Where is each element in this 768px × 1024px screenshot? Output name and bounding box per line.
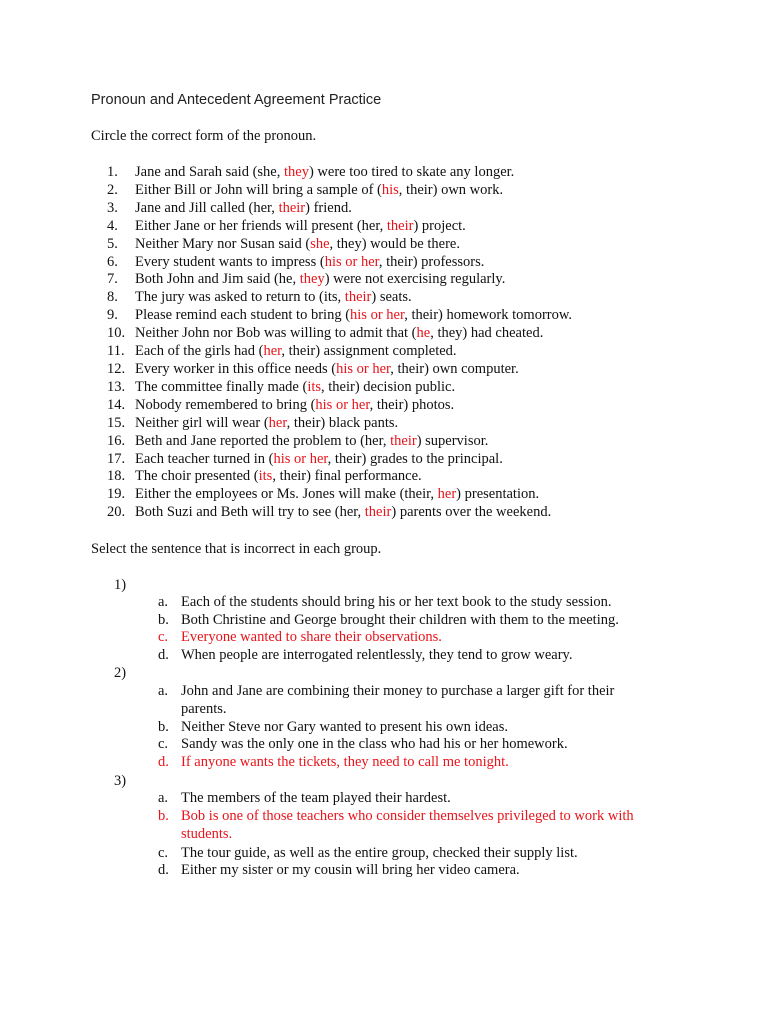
item-number: 15. [107, 414, 126, 431]
answer-highlight: her [437, 486, 457, 503]
sentence-option [158, 862, 651, 880]
option-letter: c. [158, 736, 169, 752]
sentence-option [158, 808, 651, 843]
item-text: Beth and Jane reported the problem to (her, [135, 432, 391, 449]
item-text: Both Suzi and Beth will try to see (her, [135, 504, 365, 521]
item-text: , their) assignment completed. [281, 343, 457, 360]
page-title: Pronoun and Antecedent Agreement Practice [91, 92, 382, 108]
answer-highlight: its [258, 468, 273, 485]
answer-highlight: their [386, 217, 414, 234]
sentence-option [158, 754, 651, 772]
option-letter: b. [158, 808, 169, 824]
item-text: Either Jane or her friends will present (her, [135, 217, 387, 234]
list-item [107, 451, 572, 469]
item-text: ) were not exercising regularly. [324, 271, 506, 288]
item-text: Each of the girls had ( [135, 343, 264, 360]
sentence-option [158, 736, 651, 754]
option-text: Both Christine and George brought their children with them to the meeting. [181, 612, 619, 628]
answer-highlight: his or her [315, 396, 370, 413]
group-number: 2) [114, 665, 127, 681]
item-text: , their) grades to the principal. [327, 450, 503, 467]
item-number: 4. [107, 217, 118, 234]
item-text: , they) had cheated. [430, 325, 544, 342]
item-text: ) seats. [371, 289, 412, 306]
item-text: , they) would be there. [329, 235, 460, 252]
item-text: Please remind each student to bring ( [135, 307, 351, 324]
option-letter: b. [158, 719, 169, 735]
item-text: Neither Mary nor Susan said ( [135, 235, 311, 252]
item-number: 12. [107, 360, 126, 377]
item-number: 13. [107, 378, 126, 395]
item-text: Each teacher turned in ( [135, 450, 274, 467]
option-text: Neither Steve nor Gary wanted to present his own ideas. [181, 719, 508, 735]
list-item [107, 254, 572, 272]
item-text: Both John and Jim said (he, [135, 271, 300, 288]
answer-highlight: his or her [324, 253, 379, 270]
item-text: Either Bill or John will bring a sample of ( [135, 181, 382, 198]
group-number: 3) [114, 773, 127, 789]
item-number: 11. [107, 343, 125, 360]
option-letter: a. [158, 683, 169, 699]
list-item [107, 182, 572, 200]
list-item [107, 236, 572, 254]
item-number: 17. [107, 450, 126, 467]
list-item [107, 289, 572, 307]
list-item [107, 307, 572, 325]
item-number: 10. [107, 325, 126, 342]
item-text: Either the employees or Ms. Jones will make (their, [135, 486, 438, 503]
option-text: The tour guide, as well as the entire group, checked their supply list. [181, 845, 578, 861]
list-item [107, 343, 572, 361]
item-text: Neither girl will wear ( [135, 414, 269, 431]
option-letter: c. [158, 845, 169, 861]
option-text: Either my sister or my cousin will bring her video camera. [181, 862, 520, 878]
answer-highlight: his or her [273, 450, 328, 467]
list-item [107, 486, 572, 504]
item-text: The jury was asked to return to (its, [135, 289, 345, 306]
item-number: 16. [107, 432, 126, 449]
answer-highlight: she [310, 235, 330, 252]
part2-instruction: Select the sentence that is incorrect in each group. [91, 541, 382, 557]
option-text: Sandy was the only one in the class who had his or her homework. [181, 736, 568, 752]
item-text: ) were too tired to skate any longer. [308, 164, 515, 180]
answer-highlight: his or her [336, 360, 391, 377]
list-item [107, 415, 572, 433]
item-text: ) parents over the weekend. [391, 504, 552, 521]
list-item [107, 504, 572, 522]
answer-highlight: he [416, 325, 431, 342]
group-number: 1) [114, 577, 127, 593]
pronoun-question-list [107, 164, 572, 522]
option-letter: d. [158, 647, 169, 663]
option-text: Bob is one of those teachers who consider themselves privileged to work with students. [181, 808, 634, 842]
item-number: 2. [107, 181, 118, 198]
item-number: 9. [107, 307, 118, 324]
item-text: ) supervisor. [416, 432, 489, 449]
list-item [107, 468, 572, 486]
answer-highlight: her [268, 414, 287, 431]
item-text: , their) photos. [369, 396, 455, 413]
item-text: , their) decision public. [321, 378, 456, 395]
item-text: Neither John nor Bob was willing to admit that ( [135, 325, 417, 342]
item-number: 18. [107, 468, 126, 485]
item-number: 1. [107, 164, 118, 180]
item-number: 6. [107, 253, 118, 270]
item-number: 19. [107, 486, 126, 503]
sentence-option [158, 845, 651, 863]
item-number: 20. [107, 504, 126, 521]
option-text: Each of the students should bring his or her text book to the study session. [181, 594, 612, 610]
item-text: Every worker in this office needs ( [135, 360, 337, 377]
answer-highlight: their [364, 504, 392, 521]
item-number: 7. [107, 271, 118, 288]
option-letter: b. [158, 612, 169, 628]
item-text: Nobody remembered to bring ( [135, 396, 316, 413]
item-text: , their) black pants. [286, 414, 399, 431]
list-item [107, 164, 572, 182]
item-number: 14. [107, 396, 126, 413]
part1-instruction: Circle the correct form of the pronoun. [91, 128, 317, 144]
item-text: The committee finally made ( [135, 378, 308, 395]
option-letter: d. [158, 754, 169, 770]
list-item [107, 218, 572, 236]
sentence-option [158, 594, 651, 612]
item-text: , their) homework tomorrow. [404, 307, 573, 324]
option-letter: a. [158, 790, 169, 806]
item-text: Every student wants to impress ( [135, 253, 325, 270]
option-letter: c. [158, 629, 169, 645]
item-text: Jane and Sarah said (she, [135, 164, 284, 180]
option-text: If anyone wants the tickets, they need to call me tonight. [181, 754, 509, 770]
answer-highlight: her [263, 343, 282, 360]
list-item [107, 379, 572, 397]
answer-highlight: his [381, 181, 399, 198]
item-text: ) project. [413, 217, 466, 234]
list-item [107, 361, 572, 379]
item-text: , their) own work. [398, 181, 504, 198]
list-item [107, 433, 572, 451]
item-number: 8. [107, 289, 118, 306]
sentence-option [158, 612, 651, 630]
item-number: 5. [107, 235, 118, 252]
answer-highlight: they [299, 271, 325, 288]
sentence-option [158, 790, 651, 808]
item-number: 3. [107, 199, 118, 216]
sentence-option [158, 719, 651, 737]
sentence-option [158, 683, 651, 718]
option-text: The members of the team played their hardest. [181, 790, 451, 806]
item-text: , their) final performance. [272, 468, 422, 485]
list-item [107, 325, 572, 343]
list-item [107, 200, 572, 218]
item-text: The choir presented ( [135, 468, 259, 485]
option-text: Everyone wanted to share their observations. [181, 629, 442, 645]
list-item [107, 271, 572, 289]
sentence-option [158, 629, 651, 647]
item-text: , their) own computer. [390, 360, 519, 377]
item-text: Jane and Jill called (her, [135, 199, 279, 216]
answer-highlight: its [307, 378, 322, 395]
answer-highlight: their [344, 289, 372, 306]
answer-highlight: their [390, 432, 417, 449]
answer-highlight: their [278, 199, 306, 216]
item-text: ) presentation. [456, 486, 540, 503]
list-item [107, 397, 572, 415]
item-text: , their) professors. [378, 253, 485, 270]
option-text: John and Jane are combining their money to purchase a larger gift for their parents. [181, 683, 615, 717]
answer-highlight: they [283, 164, 309, 180]
option-letter: a. [158, 594, 169, 610]
item-text: ) friend. [305, 199, 352, 216]
answer-highlight: his or her [350, 307, 405, 324]
option-text: When people are interrogated relentlessly, they tend to grow weary. [181, 647, 573, 663]
sentence-option [158, 647, 651, 665]
option-letter: d. [158, 862, 169, 878]
